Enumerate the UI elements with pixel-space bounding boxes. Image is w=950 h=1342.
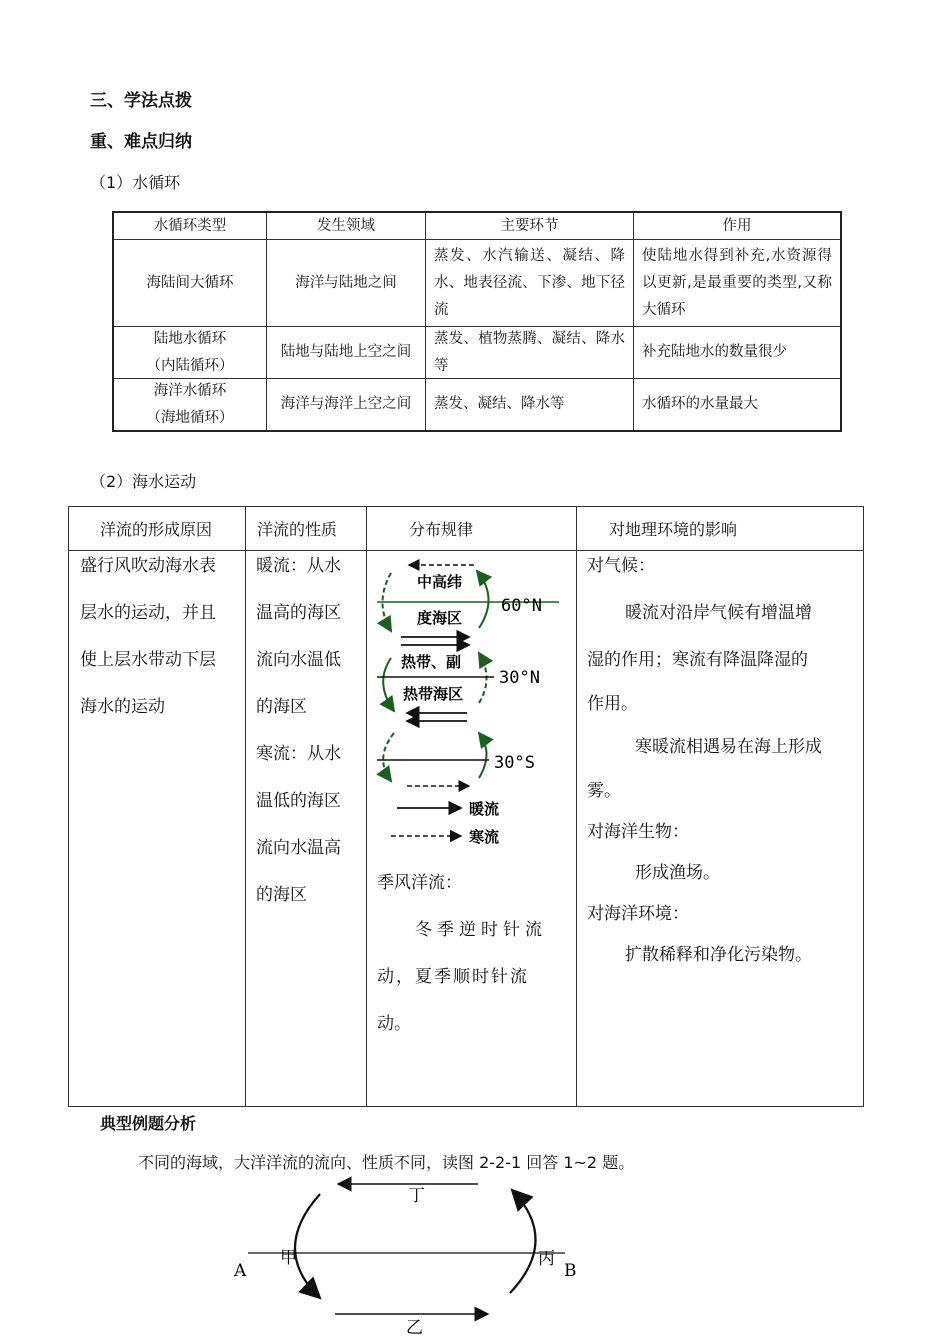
cycle-type bbox=[114, 327, 267, 378]
cycle-links: 蒸发、植物蒸腾、凝结、降水等 bbox=[426, 327, 634, 378]
legend-cold: 寒流 bbox=[469, 828, 500, 846]
impact-climate-title: 对气候： bbox=[587, 556, 655, 576]
table-header-row bbox=[114, 213, 840, 240]
column-divider bbox=[245, 507, 246, 1106]
cycle-role: 水循环的水量最大 bbox=[642, 396, 758, 412]
header-cell: 洋流的形成原因 bbox=[100, 520, 213, 539]
text-line: 使上层水带动下层 bbox=[80, 650, 216, 670]
example-question: 不同的海域，大洋洋流的流向、性质不同，读图 2-2-1 回答 1~2 题。 bbox=[138, 1153, 635, 1172]
cycle-area: 海洋与陆地之间 bbox=[267, 240, 426, 326]
text-line: 温低的海区 bbox=[256, 791, 341, 811]
text-line: 动，夏季顺时针流 bbox=[377, 967, 529, 987]
impact-bio-text: 形成渔场。 bbox=[635, 863, 720, 883]
text-line: 暖流对沿岸气候有增温增 bbox=[625, 603, 812, 623]
header-cell: 分布规律 bbox=[409, 520, 474, 539]
text-line: 寒暖流相遇易在海上形成 bbox=[635, 737, 822, 757]
table-row bbox=[114, 379, 840, 430]
impact-bio-title: 对海洋生物： bbox=[587, 822, 689, 842]
text-line: 的海区 bbox=[256, 885, 307, 905]
item2-title: （2）海水运动 bbox=[90, 472, 197, 491]
text-line: 温高的海区 bbox=[256, 603, 341, 623]
header-cell: 水循环类型 bbox=[114, 213, 267, 239]
latitude-label: 30°N bbox=[499, 668, 540, 688]
cycle-type-line: 海洋水循环 bbox=[153, 382, 227, 399]
impact-env-text: 扩散稀释和净化污染物。 bbox=[625, 945, 812, 965]
text-line: 的海区 bbox=[256, 697, 307, 717]
text-line: 寒流：从水 bbox=[256, 744, 341, 764]
header-cell: 对地理环境的影响 bbox=[609, 520, 738, 539]
monsoon-current bbox=[377, 860, 567, 1048]
cycle-type-line: （内陆循环） bbox=[146, 357, 234, 374]
text-line: 流向水温低 bbox=[256, 650, 341, 670]
legend-warm: 暖流 bbox=[469, 800, 500, 818]
ocean-current-table bbox=[68, 506, 864, 1107]
cycle-role: 补充陆地水的数量很少 bbox=[642, 344, 787, 360]
cycle-type-line: 陆地水循环 bbox=[153, 330, 227, 347]
latitude-label: 30°S bbox=[494, 753, 535, 773]
environment-impact bbox=[587, 543, 859, 975]
text-line: 雾。 bbox=[587, 781, 621, 801]
table-row bbox=[114, 327, 840, 379]
zone-label: 度海区 bbox=[417, 609, 463, 627]
zone-label: 热带、副 bbox=[401, 653, 462, 671]
cycle-type-line: （海地循环） bbox=[146, 409, 234, 426]
text-line: 暖流：从水 bbox=[256, 556, 341, 576]
water-cycle-table bbox=[112, 211, 842, 432]
figure-label: A bbox=[234, 1261, 247, 1281]
text-line: 盛行风吹动海水表 bbox=[80, 556, 216, 576]
example-title: 典型例题分析 bbox=[100, 1114, 197, 1133]
cycle-type: 海陆间大循环 bbox=[114, 240, 267, 326]
latitude-label: 60°N bbox=[501, 596, 542, 616]
figure-label: 丁 bbox=[408, 1186, 425, 1206]
figure-label: B bbox=[564, 1261, 577, 1281]
header-cell: 洋流的性质 bbox=[257, 520, 338, 539]
figure-label: 乙 bbox=[406, 1318, 423, 1338]
cycle-area: 陆地与陆地上空之间 bbox=[267, 327, 426, 378]
text-line: 冬季逆时针流 bbox=[415, 920, 547, 940]
header-cell: 作用 bbox=[722, 217, 752, 234]
monsoon-title: 季风洋流： bbox=[377, 873, 462, 893]
current-nature bbox=[256, 543, 341, 919]
cycle-links: 蒸发、水汽输送、凝结、降水、地表径流、下渗、地下径流 bbox=[426, 240, 634, 326]
zone-label: 中高纬 bbox=[417, 573, 463, 591]
cycle-role: 使陆地水得到补充,水资源得以更新,是最重要的类型,又称大循环 bbox=[642, 247, 832, 318]
table-row bbox=[114, 240, 840, 327]
current-cause bbox=[80, 543, 216, 731]
header-cell: 发生领域 bbox=[267, 213, 426, 239]
cycle-type bbox=[114, 379, 267, 430]
section-title: 三、学法点拨 bbox=[90, 91, 192, 111]
cycle-links: 蒸发、凝结、降水等 bbox=[426, 379, 634, 430]
item1-title: （1）水循环 bbox=[90, 173, 181, 192]
text-line: 海水的运动 bbox=[80, 697, 165, 717]
text-line: 流向水温高 bbox=[256, 838, 341, 858]
column-divider bbox=[366, 507, 367, 1106]
text-line: 湿的作用；寒流有降温降湿的 bbox=[587, 650, 808, 670]
text-line: 层水的运动，并且 bbox=[80, 603, 216, 623]
ocean-current-figure bbox=[220, 1170, 600, 1342]
cycle-area: 海洋与海洋上空之间 bbox=[267, 379, 426, 430]
header-cell: 主要环节 bbox=[426, 213, 634, 239]
column-divider bbox=[576, 507, 577, 1106]
current-distribution-diagram bbox=[369, 553, 574, 853]
figure-label: 甲 bbox=[280, 1248, 297, 1268]
zone-label: 热带海区 bbox=[403, 685, 464, 703]
subsection-title: 重、难点归纳 bbox=[90, 132, 192, 152]
text-line: 作用。 bbox=[587, 694, 638, 714]
figure-label: 丙 bbox=[538, 1249, 555, 1269]
text-line: 动。 bbox=[377, 1014, 411, 1034]
impact-env-title: 对海洋环境： bbox=[587, 904, 689, 924]
